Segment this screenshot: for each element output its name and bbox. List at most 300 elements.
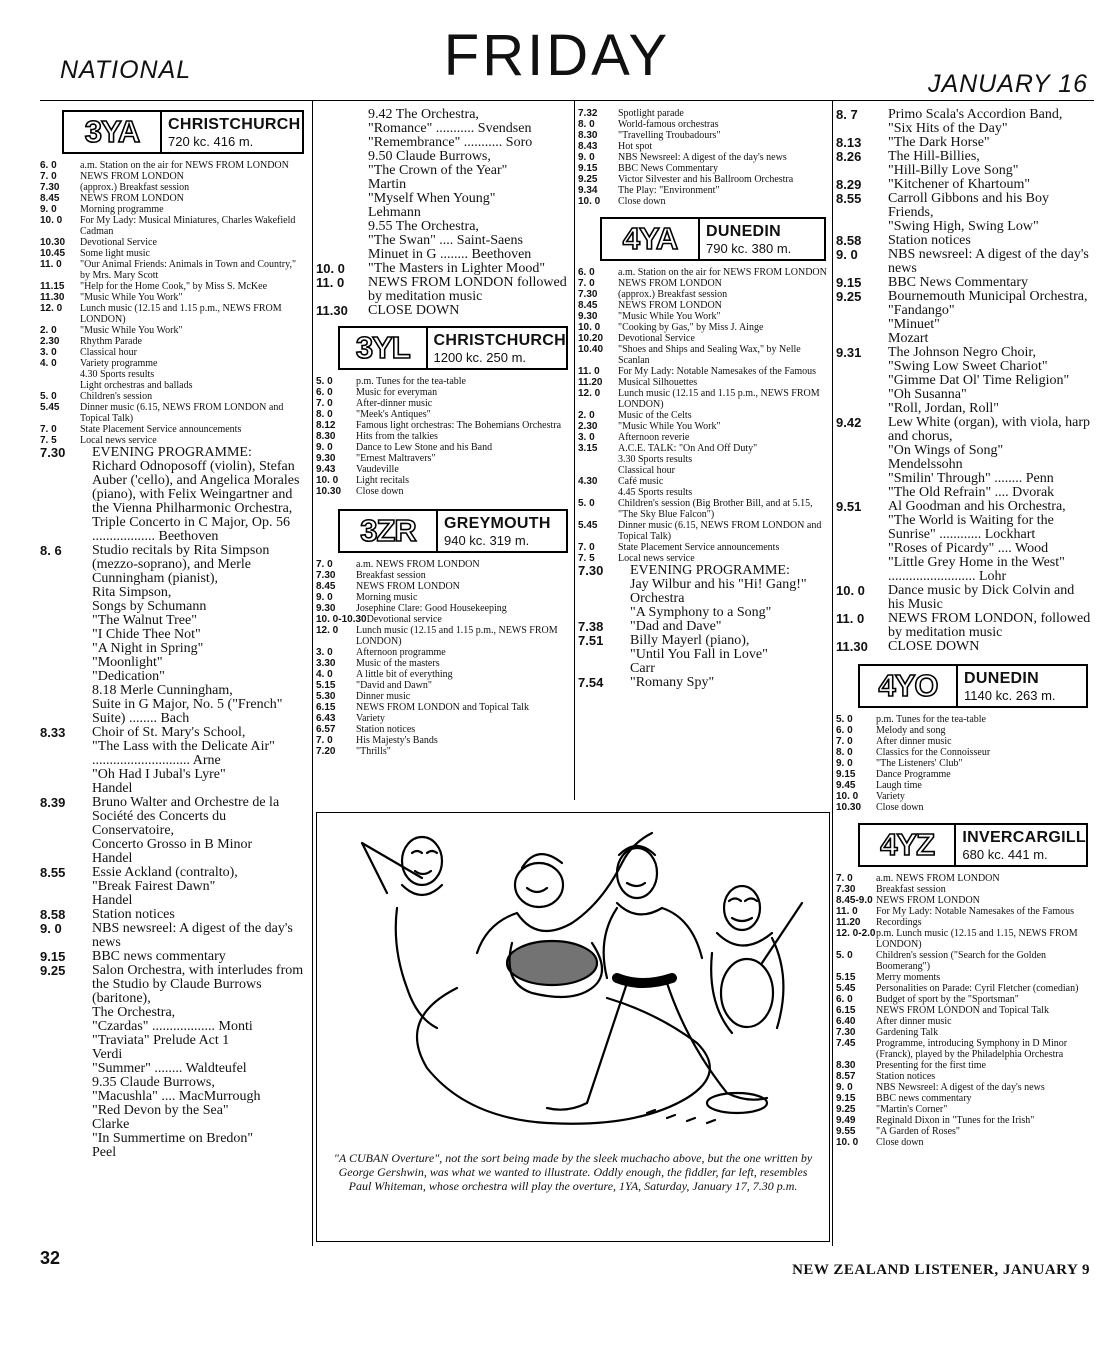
entry-description: For My Lady: Musical Miniatures, Charles Wakefield Cadman — [80, 215, 296, 237]
entry-description: NEWS FROM LONDON followed by meditation music — [368, 275, 567, 304]
schedule-entry — [316, 398, 572, 409]
entry-description: Lunch music (12.15 and 1.15 p.m., NEWS FROM LONDON) — [356, 625, 558, 647]
entry-description: After-dinner music — [356, 398, 433, 409]
entry-time: 9.15 — [836, 1093, 856, 1104]
column-divider — [574, 100, 575, 800]
schedule-entry — [836, 895, 1092, 906]
station-3yl-banner — [338, 326, 568, 370]
entry-description: Close down — [876, 1137, 924, 1148]
entry-description: "Music While You Work" — [618, 421, 721, 432]
entry-description: Afternoon programme — [356, 647, 446, 658]
evening-4ya — [578, 564, 830, 690]
schedule-entry — [836, 758, 1092, 769]
entry-time: 7. 0 — [40, 171, 57, 182]
entry-time: 6.40 — [836, 1016, 856, 1027]
station-4yz-banner — [858, 823, 1088, 867]
entry-time: 10. 0-10.30 — [316, 614, 367, 625]
entry-description: Reginald Dixon in "Tunes for the Irish" — [876, 1115, 1035, 1126]
entry-time: 7. 0 — [316, 398, 333, 409]
entry-description: Vaudeville — [356, 464, 399, 475]
schedule-entry — [836, 416, 1092, 500]
schedule-entry — [836, 500, 1092, 584]
entry-time: 11.20 — [836, 917, 861, 928]
entry-time: 9.55 — [836, 1126, 856, 1137]
entry-time: 5. 0 — [578, 498, 595, 509]
entry-time: 3. 0 — [316, 647, 333, 658]
entry-time: 9.15 — [836, 769, 856, 780]
entry-description: Close down — [356, 486, 404, 497]
schedule-entry — [836, 346, 1092, 416]
station-frequency: 680 kc. 441 m. — [962, 846, 1048, 862]
schedule-entry — [40, 237, 308, 248]
schedule-entry — [578, 185, 830, 196]
entry-description: "The Masters in Lighter Mood" — [368, 261, 546, 276]
schedule-entry — [40, 424, 308, 435]
entry-description: Hits from the talkies — [356, 431, 438, 442]
schedule-entry — [836, 612, 1092, 640]
station-3zr-banner — [338, 509, 568, 553]
schedule-entry — [40, 922, 308, 950]
entry-time: 11.20 — [578, 377, 603, 388]
entry-time: 9.45 — [836, 780, 856, 791]
entry-time: 7.45 — [836, 1038, 856, 1049]
entry-time: 3.15 — [578, 443, 598, 454]
schedule-entry — [836, 906, 1092, 917]
entry-description: Bruno Walter and Orchestre de la Société des Concerts du Conservatoire, Concerto Grosso in B Minor Handel — [92, 795, 280, 866]
entry-description: "Thrills" — [356, 746, 391, 757]
station-call-sign: 4YO — [860, 666, 958, 706]
entry-time: 5. 0 — [316, 376, 333, 387]
cartoon-panel — [316, 812, 830, 1242]
schedule-entry — [40, 391, 308, 402]
entry-time: 8.30 — [836, 1060, 856, 1071]
schedule-entry — [578, 344, 830, 366]
schedule-entry — [836, 1016, 1092, 1027]
entry-time: 5.45 — [40, 402, 60, 413]
schedule-entry — [836, 584, 1092, 612]
entry-description: BBC news commentary — [876, 1093, 972, 1104]
entry-description: Dinner music (6.15, NEWS FROM LONDON and Topical Talk) — [80, 402, 284, 424]
entry-description: Melody and song — [876, 725, 946, 736]
column-4 — [836, 108, 1092, 1148]
schedule-entry — [836, 1027, 1092, 1038]
entry-description: Station notices — [356, 724, 416, 735]
entry-time: 5.15 — [836, 972, 856, 983]
entry-description: "Our Animal Friends: Animals in Town and Country," by Mrs. Mary Scott — [80, 259, 297, 281]
entry-time: 6.15 — [316, 702, 336, 713]
entry-description: Devotional service — [366, 614, 442, 625]
entry-description: The Hill-Billies, "Hill-Billy Love Song" — [888, 149, 1019, 178]
entry-time: 6.43 — [316, 713, 336, 724]
entry-time: 7.30 — [836, 884, 856, 895]
entry-description: After dinner music — [876, 736, 952, 747]
entry-time: 8.55 — [40, 865, 66, 880]
entry-time: 6. 0 — [836, 725, 853, 736]
schedule-entry — [40, 866, 308, 908]
entry-time: 7.54 — [578, 675, 604, 690]
entry-time: 2. 0 — [40, 325, 57, 336]
entry-description: NEWS FROM LONDON — [80, 193, 184, 204]
schedule-entry — [578, 432, 830, 443]
schedule-entry — [836, 873, 1092, 884]
entry-description: Music for everyman — [356, 387, 438, 398]
schedule-entry — [316, 464, 572, 475]
entry-description: Station notices — [876, 1071, 936, 1082]
entry-description: Personalities on Parade: Cyril Fletcher (comedian) — [876, 983, 1079, 994]
entry-description: Josephine Clare: Good Housekeeping — [356, 603, 507, 614]
schedule-entry — [578, 620, 830, 634]
schedule-entry — [316, 735, 572, 746]
entry-time: 10. 0 — [578, 322, 601, 333]
entry-time: 7.30 — [578, 563, 604, 578]
entry-description: NBS newsreel: A digest of the day's news — [92, 921, 293, 950]
entry-time: 9.49 — [836, 1115, 856, 1126]
schedule-entry — [40, 193, 308, 204]
station-frequency: 720 kc. 416 m. — [168, 133, 254, 149]
entry-time: 7.30 — [40, 182, 60, 193]
schedule-entry — [40, 215, 308, 237]
station-city: GREYMOUTH — [444, 514, 551, 532]
schedule-entry — [316, 625, 572, 647]
entry-time: 8.57 — [836, 1071, 856, 1082]
entry-time: 5.15 — [316, 680, 336, 691]
schedule-entry — [40, 446, 308, 544]
entry-description: "Help for the Home Cook," by Miss S. McKee — [80, 281, 268, 292]
entry-time: 9.15 — [836, 275, 862, 290]
entry-time: 12. 0 — [40, 303, 63, 314]
entry-time: 9. 0 — [836, 247, 858, 262]
entry-time: 7. 0 — [316, 735, 333, 746]
entry-description: Gardening Talk — [876, 1027, 939, 1038]
schedule-entry — [40, 544, 308, 726]
entry-description: BBC News Commentary — [888, 275, 1028, 290]
schedule-entry — [836, 248, 1092, 276]
station-city: INVERCARGILL — [962, 828, 1086, 846]
entry-description: Close down — [876, 802, 924, 813]
schedule-entry — [836, 234, 1092, 248]
entry-time: 8.13 — [836, 135, 862, 150]
entry-description: Morning music — [356, 592, 418, 603]
schedule-entry — [578, 377, 830, 388]
entry-description: Children's session (Big Brother Bill, and at 5.15, "The Sky Blue Falcon") — [618, 498, 813, 520]
entry-description: Primo Scala's Accordion Band, "Six Hits of the Day" — [888, 107, 1063, 136]
schedule-entry — [836, 192, 1092, 234]
entry-description: Merry moments — [876, 972, 941, 983]
column-divider — [312, 100, 313, 1246]
entry-time: 10.45 — [40, 248, 66, 259]
entry-description: Dance Programme — [876, 769, 951, 780]
column-divider — [832, 100, 833, 1246]
entry-time: 11. 0 — [836, 906, 858, 917]
schedule-entry — [40, 204, 308, 215]
entry-description: "Kitchener of Khartoum" — [888, 177, 1031, 192]
schedule-entry — [40, 171, 308, 182]
entry-time: 9.25 — [578, 174, 598, 185]
entry-description: Café music 4.45 Sports results — [618, 476, 693, 498]
schedule-entry — [40, 402, 308, 424]
entry-time: 7.30 — [836, 1027, 856, 1038]
entry-time: 9.25 — [836, 289, 862, 304]
entry-time: 11.30 — [316, 303, 348, 318]
schedule-entry — [40, 358, 308, 391]
entry-time: 8. 0 — [578, 119, 595, 130]
entry-description: His Majesty's Bands — [356, 735, 438, 746]
entry-time: 10.30 — [40, 237, 66, 248]
schedule-entry — [316, 669, 572, 680]
entry-time: 6. 0 — [316, 387, 333, 398]
entry-time: 8.45 — [40, 193, 60, 204]
schedule-entry — [578, 163, 830, 174]
schedule-entry — [316, 658, 572, 669]
entry-description: Lunch music (12.15 and 1.15 p.m., NEWS FROM LONDON) — [618, 388, 820, 410]
entry-description: "The Dark Horse" — [888, 135, 990, 150]
dancers-illustration — [317, 813, 829, 1148]
entry-time: 7. 5 — [578, 553, 595, 564]
schedule-entry — [836, 917, 1092, 928]
schedule-entry — [40, 796, 308, 866]
entry-time: 8. 0 — [316, 409, 333, 420]
entry-description: NBS newsreel: A digest of the day's news — [888, 247, 1089, 276]
entry-time: 7. 5 — [40, 435, 57, 446]
entry-time: 10. 0 — [836, 791, 859, 802]
entry-description: Budget of sport by the "Sportsman" — [876, 994, 1019, 1005]
schedule-entry — [40, 281, 308, 292]
entry-description: Classical hour — [80, 347, 137, 358]
station-4yo-banner — [858, 664, 1088, 708]
entry-description: BBC News Commentary — [618, 163, 718, 174]
entry-description: Lunch music (12.15 and 1.15 p.m., NEWS FROM LONDON) — [80, 303, 282, 325]
entry-time: 9. 0 — [836, 758, 853, 769]
entry-time: 11. 0 — [40, 259, 62, 270]
entry-time: 10.30 — [836, 802, 862, 813]
schedule-entry — [316, 475, 572, 486]
schedule-entry — [578, 564, 830, 620]
entry-time: 8.12 — [316, 420, 336, 431]
schedule-entry — [316, 108, 572, 262]
entry-time: 8. 6 — [40, 543, 62, 558]
entry-time: 9.30 — [578, 311, 598, 322]
entry-time: 4. 0 — [316, 669, 333, 680]
schedule-entry — [40, 347, 308, 358]
entry-time: 6. 0 — [836, 994, 853, 1005]
schedule-entry — [578, 542, 830, 553]
entry-description: NEWS FROM LONDON and Topical Talk — [356, 702, 529, 713]
schedule-entry — [40, 248, 308, 259]
entry-time: 2.30 — [578, 421, 598, 432]
entry-time: 8.30 — [316, 431, 336, 442]
schedule-entry — [836, 290, 1092, 346]
schedule-entry — [316, 453, 572, 464]
entry-description: NBS Newsreel: A digest of the day's news — [876, 1082, 1045, 1093]
entry-description: NEWS FROM LONDON — [618, 278, 722, 289]
schedule-entry — [578, 388, 830, 410]
entry-time: 7.30 — [316, 570, 336, 581]
schedule-entry — [40, 950, 308, 964]
entry-time: 6. 0 — [578, 267, 595, 278]
schedule-entry — [836, 1126, 1092, 1137]
schedule-entry — [836, 1104, 1092, 1115]
entry-time: 9.15 — [40, 949, 66, 964]
day-title: FRIDAY — [443, 23, 671, 88]
entry-time: 8. 0 — [836, 747, 853, 758]
station-city: DUNEDIN — [964, 669, 1039, 687]
entry-time: 9. 0 — [578, 152, 595, 163]
entry-description: Dance music by Dick Colvin and his Music — [888, 583, 1075, 612]
station-call-sign: 3YL — [340, 328, 428, 368]
entry-time: 7. 0 — [836, 736, 853, 747]
entry-time: 10. 0 — [316, 475, 339, 486]
entry-description: BBC news commentary — [92, 949, 226, 964]
entry-description: NEWS FROM LONDON, followed by meditation music — [888, 611, 1091, 640]
schedule-entry — [836, 1038, 1092, 1060]
entry-time: 7. 0 — [316, 559, 333, 570]
schedule-entry — [316, 387, 572, 398]
schedule-entry — [316, 680, 572, 691]
entry-time: 8.45-9.0 — [836, 895, 873, 906]
schedule-entry — [578, 410, 830, 421]
entry-time: 9. 0 — [40, 204, 57, 215]
entry-description: Presenting for the first time — [876, 1060, 986, 1071]
entry-description: Variety — [876, 791, 905, 802]
entry-description: "Shoes and Ships and Sealing Wax," by Nelle Scanlan — [618, 344, 801, 366]
entry-time: 9. 0 — [316, 592, 333, 603]
entry-description: For My Lady: Notable Namesakes of the Famous — [618, 366, 817, 377]
schedule-entry — [836, 928, 1092, 950]
schedule-entry — [836, 136, 1092, 150]
entry-description: "Martin's Corner" — [876, 1104, 948, 1115]
entry-time: 10. 0 — [316, 261, 345, 276]
entry-description: A little bit of everything — [356, 669, 453, 680]
entry-description: 9.42 The Orchestra, "Romance" ........... Svendsen "Remembrance" ........... Soro 9.50 Claude Burrows, "The Crown of the Year" Martin "Myself When Young" Lehmann 9.55 The Orchestra, "The Swan" .... Saint-Saens Minuet in G ........ Beethoven — [368, 107, 533, 262]
schedule-4yo — [836, 714, 1092, 813]
entry-description: Rhythm Parade — [80, 336, 142, 347]
entry-description: Billy Mayerl (piano), "Until You Fall in Love" Carr — [630, 633, 768, 676]
entry-time: 8.30 — [578, 130, 598, 141]
entry-time: 11. 0 — [578, 366, 600, 377]
schedule-entry — [40, 726, 308, 796]
schedule-entry — [836, 972, 1092, 983]
entry-description: Al Goodman and his Orchestra, "The World is Waiting for the Sunrise" ............ Lockhart "Roses of Picardy" .... Wood "Little Grey Home in the West" ......................... Lohr — [888, 499, 1066, 584]
schedule-entry — [316, 409, 572, 420]
entry-time: 7. 0 — [836, 873, 853, 884]
entry-time: 9.30 — [316, 603, 336, 614]
schedule-entry — [578, 676, 830, 690]
schedule-entry — [836, 108, 1092, 136]
schedule-entry — [316, 614, 572, 625]
schedule-entry — [40, 964, 308, 1160]
entry-time: 6. 0 — [40, 160, 57, 171]
entry-description: Choir of St. Mary's School, "The Lass with the Delicate Air" ............................ Arne "Oh Had I Jubal's Lyre" Handel — [92, 725, 275, 796]
schedule-entry — [40, 160, 308, 171]
entry-time: 6.15 — [836, 1005, 856, 1016]
entry-description: (approx.) Breakfast session — [618, 289, 728, 300]
schedule-entry — [836, 769, 1092, 780]
entry-time: 10.40 — [578, 344, 604, 355]
entry-description: "Meek's Antiques" — [356, 409, 431, 420]
entry-description: The Johnson Negro Choir, "Swing Low Sweet Chariot" "Gimme Dat Ol' Time Religion" "Oh Susanna" "Roll, Jordan, Roll" — [888, 345, 1070, 416]
entry-description: State Placement Service announcements — [80, 424, 242, 435]
entry-time: 3.30 — [316, 658, 336, 669]
schedule-entry — [836, 780, 1092, 791]
column-2 — [316, 108, 572, 757]
schedule-entry — [578, 174, 830, 185]
schedule-entry — [316, 431, 572, 442]
schedule-entry — [836, 1071, 1092, 1082]
schedule-entry — [578, 476, 830, 498]
entry-description: (approx.) Breakfast session — [80, 182, 190, 193]
entry-description: Station notices — [888, 233, 971, 248]
entry-description: A.C.E. TALK: "On And Off Duty" 3.30 Sports results Classical hour — [618, 443, 758, 476]
entry-description: "The Listeners' Club" — [876, 758, 963, 769]
entry-time: 5.30 — [316, 691, 336, 702]
entry-time: 8. 7 — [836, 107, 858, 122]
schedule-3ya — [40, 160, 308, 446]
schedule-3zr — [316, 559, 572, 757]
entry-time: 10. 0 — [836, 1137, 859, 1148]
entry-time: 11. 0 — [316, 275, 345, 290]
entry-time: 6.57 — [316, 724, 336, 735]
schedule-entry — [40, 182, 308, 193]
schedule-entry — [316, 724, 572, 735]
schedule-entry — [836, 747, 1092, 758]
schedule-entry — [40, 259, 308, 281]
entry-description: Classics for the Connoisseur — [876, 747, 991, 758]
schedule-entry — [578, 311, 830, 322]
schedule-entry — [836, 725, 1092, 736]
entry-description: NEWS FROM LONDON — [80, 171, 184, 182]
entry-description: p.m. Tunes for the tea-table — [356, 376, 466, 387]
entry-time: 9.42 — [836, 415, 862, 430]
station-city: CHRISTCHURCH — [433, 331, 566, 349]
entry-description: "Music While You Work" — [80, 292, 183, 303]
date-label: JANUARY 16 — [927, 70, 1088, 98]
entry-description: Hot spot — [618, 141, 653, 152]
schedule-entry — [836, 178, 1092, 192]
entry-description: Local news service — [80, 435, 157, 446]
entry-time: 9.34 — [578, 185, 598, 196]
column-1 — [40, 108, 308, 1160]
entry-description: Musical Silhouettes — [618, 377, 698, 388]
schedule-3yl — [316, 376, 572, 497]
schedule-entry — [316, 486, 572, 497]
schedule-entry — [578, 278, 830, 289]
entry-time: 8.55 — [836, 191, 862, 206]
entry-time: 7.38 — [578, 619, 604, 634]
entry-time: 10. 0 — [40, 215, 63, 226]
entry-description: Laugh time — [876, 780, 922, 791]
entry-time: 7. 0 — [40, 424, 57, 435]
column-3 — [578, 108, 830, 690]
schedule-entry — [836, 150, 1092, 178]
entry-description: NEWS FROM LONDON — [876, 895, 980, 906]
header-rule — [40, 100, 1094, 101]
entry-description: Children's session ("Search for the Golden Boomerang") — [876, 950, 1047, 972]
entry-time: 5. 0 — [836, 714, 853, 725]
schedule-entry — [316, 442, 572, 453]
entry-time: 3. 0 — [40, 347, 57, 358]
entry-time: 5. 0 — [40, 391, 57, 402]
entry-description: Local news service — [618, 553, 695, 564]
entry-description: "Music While You Work" — [618, 311, 721, 322]
entry-time: 8.58 — [40, 907, 66, 922]
entry-description: Victor Silvester and his Ballroom Orchestra — [618, 174, 794, 185]
entry-description: Music of the Celts — [618, 410, 692, 421]
station-frequency: 1140 kc. 263 m. — [964, 687, 1056, 703]
entry-time: 11. 0 — [836, 611, 865, 626]
schedule-entry — [40, 325, 308, 336]
schedule-entry — [316, 304, 572, 318]
entry-description: "Ernest Maltravers" — [356, 453, 436, 464]
